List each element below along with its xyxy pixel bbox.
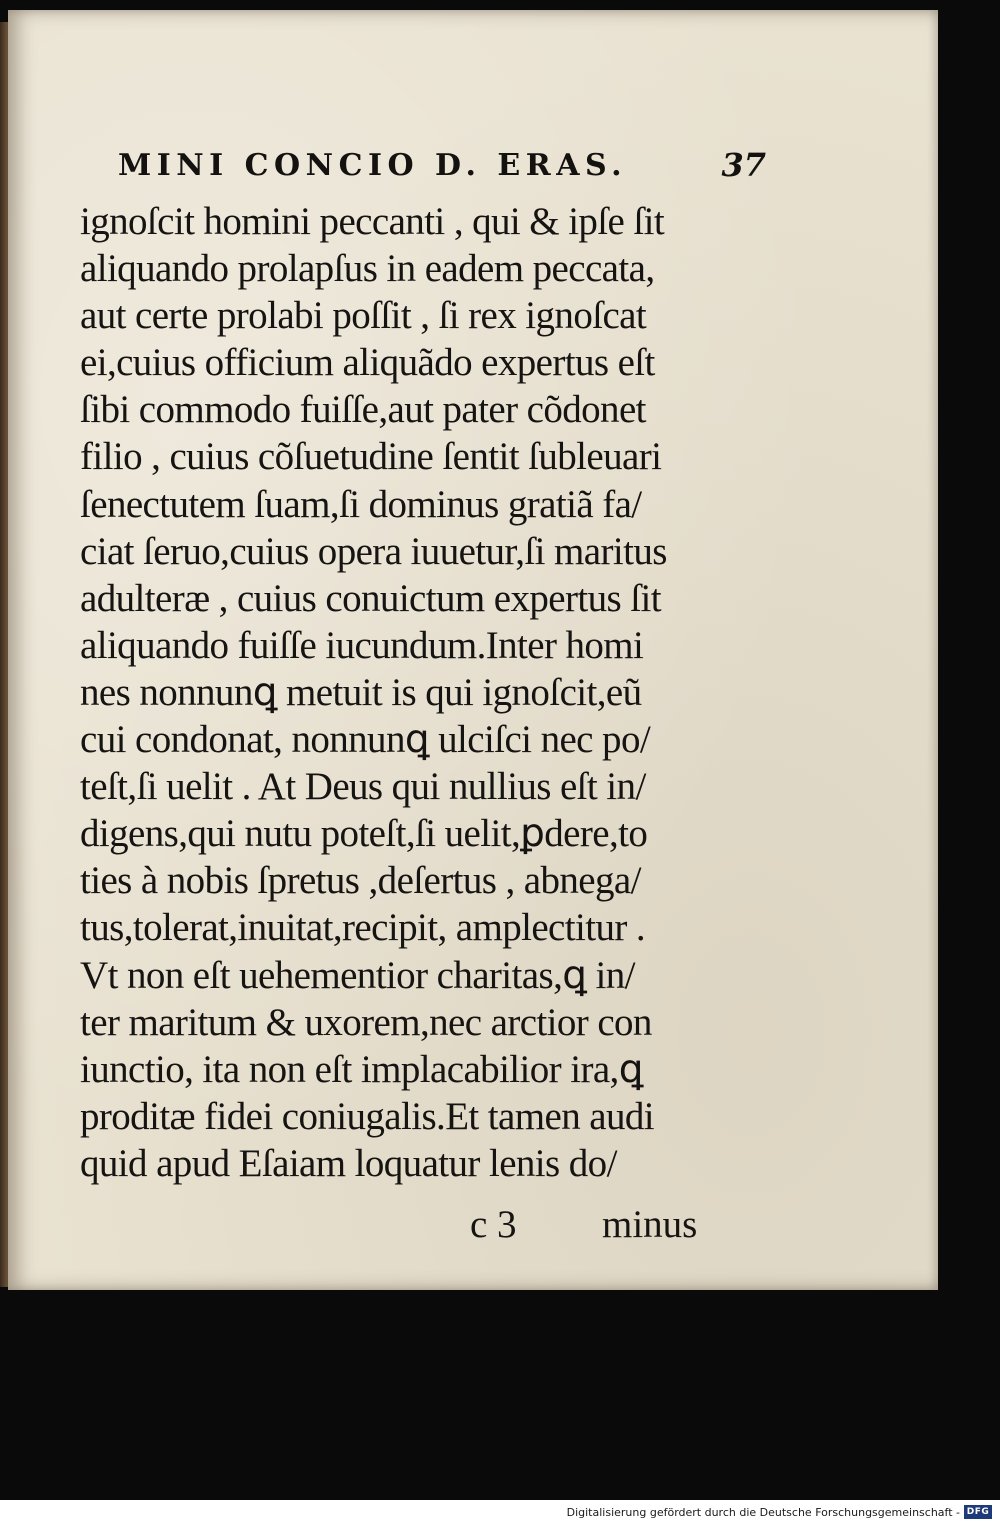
text-line: proditæ fidei coniugalis.Et tamen audi: [80, 1094, 654, 1138]
text-line: ei,cuius officium aliquãdo expertus eſt: [80, 341, 655, 385]
funding-credit: Digitalisierung gefördert durch die Deutsche Forschungsgemeinschaft -: [566, 1506, 960, 1519]
text-line: ciat ſeruo,cuius opera iuuetur,ſi maritus: [80, 529, 667, 573]
page-number: 37: [721, 146, 766, 184]
page-foot: [8, 1202, 1000, 1252]
text-line: aut certe prolabi poſſit , ſi rex ignoſcat: [80, 294, 647, 338]
text-line: nes nonnunꝗ metuit is qui ignoſcit,eũ: [80, 670, 642, 714]
dfg-logo-icon: DFG: [964, 1505, 992, 1519]
text-line: iunctio, ita non eſt implacabilior ira,ꝗ: [80, 1047, 643, 1091]
running-head: MINI CONCIO D. ERAS.: [118, 148, 628, 183]
text-line: ignoſcit homini peccanti , qui & ipſe ſit: [80, 200, 665, 243]
text-line: quid apud Eſaiam loquatur lenis do/: [80, 1141, 617, 1185]
text-line: Vt non eſt uehementior charitas,ꝗ in/: [80, 953, 635, 997]
signature-mark: c 3: [470, 1203, 517, 1246]
page-header: [118, 148, 778, 198]
text-line: cui condonat, nonnunꝗ ulciſci nec po/: [80, 718, 651, 762]
body-text: [80, 198, 720, 1187]
text-line: filio , cuius cõſuetudine ſentit ſubleuari: [80, 435, 662, 479]
text-line: ties à nobis ſpretus ,deſertus , abnega/: [80, 859, 641, 903]
book-page: [8, 10, 938, 1290]
catchword: minus: [602, 1203, 698, 1246]
text-line: ter maritum & uxorem,nec arctior con: [80, 1000, 652, 1044]
text-line: teſt,ſi uelit . At Deus qui nullius eſt in/: [80, 765, 646, 809]
text-line: ſenectutem ſuam,ſi dominus gratiã fa/: [80, 482, 642, 526]
text-line: ſibi commodo fuiſſe,aut pater cõdonet: [80, 388, 646, 432]
text-line: adulteræ , cuius conuictum expertus ſit: [80, 576, 661, 620]
text-line: aliquando prolapſus in eadem peccata,: [80, 247, 655, 291]
text-line: digens,qui nutu poteſt,ſi uelit,ꝑdere,to: [80, 812, 648, 856]
text-line: aliquando fuiſſe iucundum.Inter homi: [80, 623, 644, 667]
text-line: tus,tolerat,inuitat,recipit, amplectitur .: [80, 906, 646, 950]
digitization-footer: [0, 1500, 1000, 1525]
